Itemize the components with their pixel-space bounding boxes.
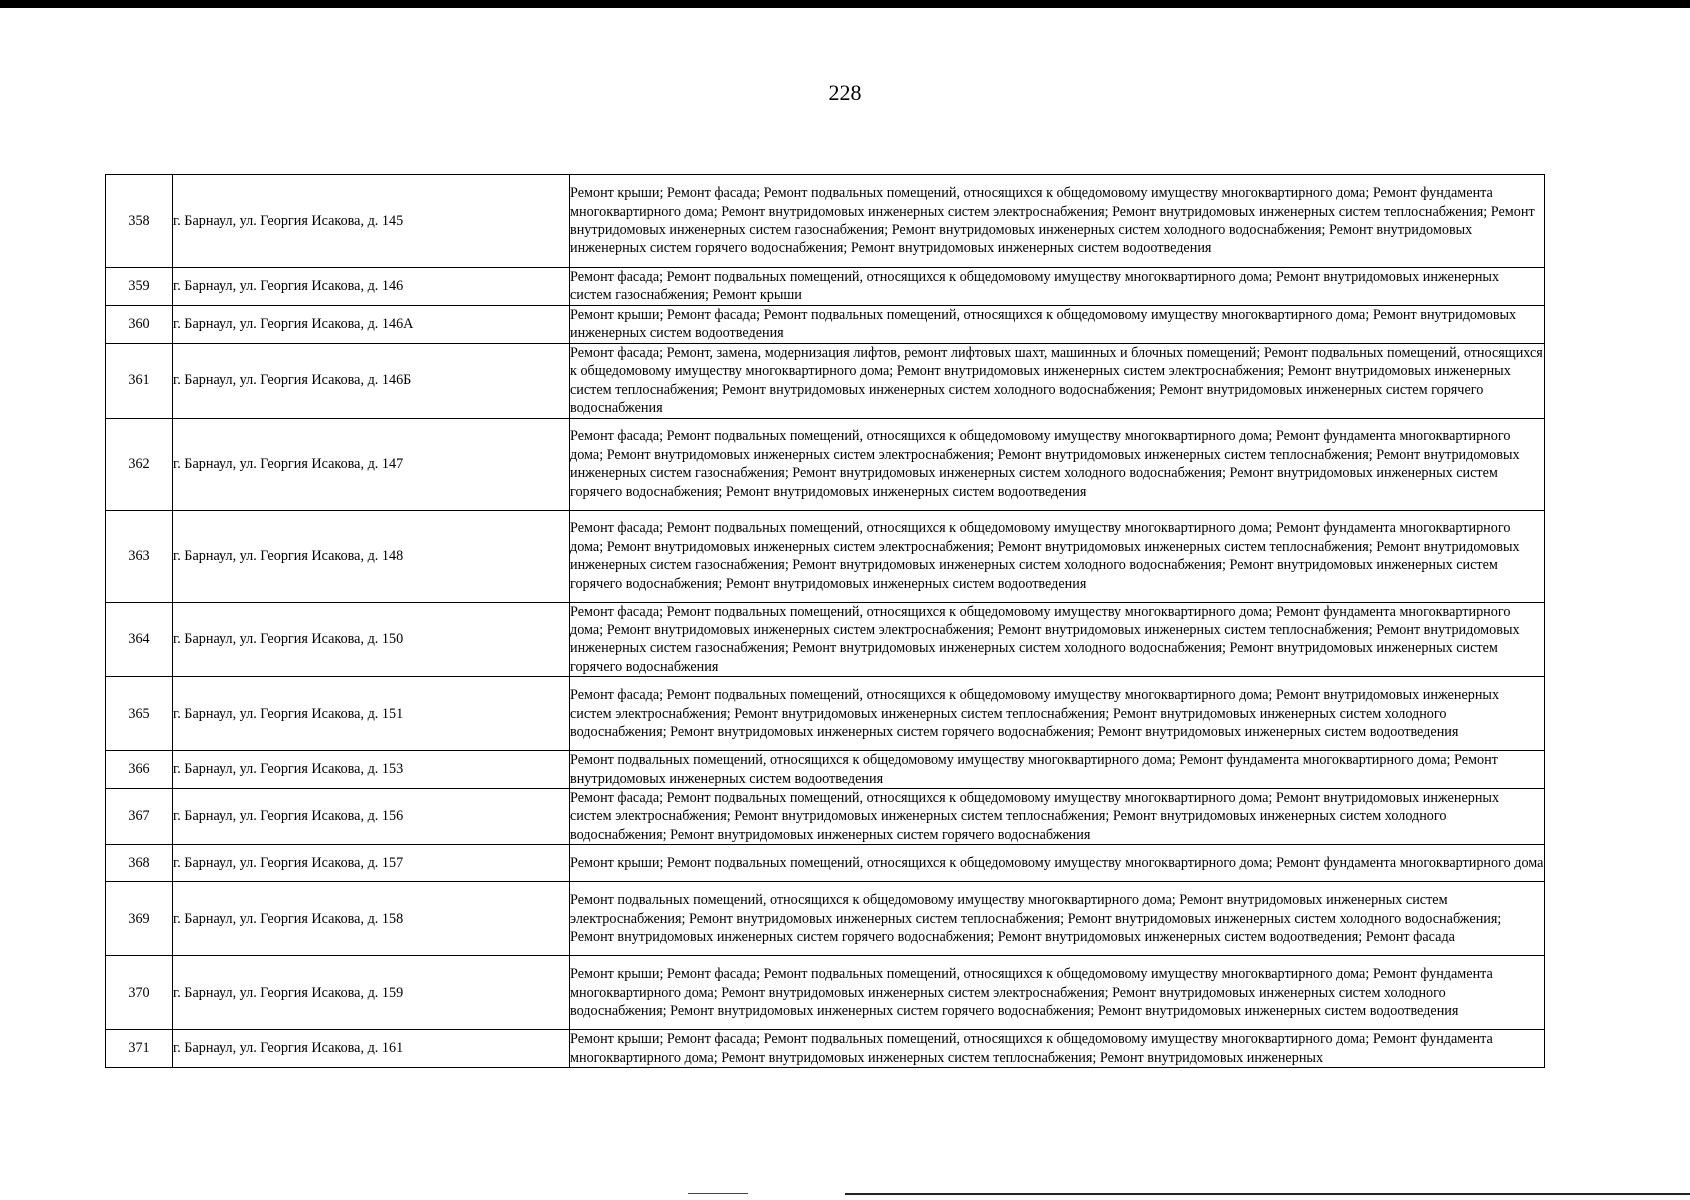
table-row — [106, 677, 1545, 751]
row-works: Ремонт фасада; Ремонт подвальных помещений, относящихся к общедомовому имуществу многоквартирного дома; Ремонт внутридомовых инженерных систем газоснабжения; Ремонт крыши — [570, 268, 1545, 306]
row-address: г. Барнаул, ул. Георгия Исакова, д. 145 — [173, 175, 570, 268]
row-works: Ремонт фасада; Ремонт подвальных помещений, относящихся к общедомовому имуществу многоквартирного дома; Ремонт фундамента многоквартирного дома; Ремонт внутридомовых инженерных систем электроснабжения; Ремонт внутридомовых инженерных систем теплоснабжения; Ремонт внутридомовых инженерных систем газоснабжения; Ремонт внутридомовых инженерных систем холодного водоснабжения; Ремонт внутридомовых инженерных систем горячего водоснабжения — [570, 602, 1545, 677]
row-address: г. Барнаул, ул. Георгия Исакова, д. 151 — [173, 677, 570, 751]
row-number: 364 — [106, 602, 173, 677]
row-works: Ремонт фасада; Ремонт подвальных помещений, относящихся к общедомовому имуществу многоквартирного дома; Ремонт фундамента многоквартирного дома; Ремонт внутридомовых инженерных систем электроснабжения; Ремонт внутридомовых инженерных систем теплоснабжения; Ремонт внутридомовых инженерных систем газоснабжения; Ремонт внутридомовых инженерных систем холодного водоснабжения; Ремонт внутридомовых инженерных систем горячего водоснабжения; Ремонт внутридомовых инженерных систем водоотведения — [570, 418, 1545, 510]
row-address: г. Барнаул, ул. Георгия Исакова, д. 146Б — [173, 343, 570, 418]
row-number: 358 — [106, 175, 173, 268]
table-row — [106, 510, 1545, 602]
row-number: 359 — [106, 268, 173, 306]
row-works: Ремонт крыши; Ремонт фасада; Ремонт подвальных помещений, относящихся к общедомовому имуществу многоквартирного дома; Ремонт внутридомовых инженерных систем водоотведения — [570, 305, 1545, 343]
row-address: г. Барнаул, ул. Георгия Исакова, д. 159 — [173, 956, 570, 1030]
table-row — [106, 602, 1545, 677]
page-top-border — [0, 0, 1690, 8]
row-works: Ремонт фасада; Ремонт подвальных помещений, относящихся к общедомовому имуществу многоквартирного дома; Ремонт внутридомовых инженерных систем электроснабжения; Ремонт внутридомовых инженерных систем теплоснабжения; Ремонт внутридомовых инженерных систем холодного водоснабжения; Ремонт внутридомовых инженерных систем горячего водоснабжения — [570, 789, 1545, 845]
table-row — [106, 751, 1545, 789]
table-row — [106, 1030, 1545, 1068]
row-works: Ремонт крыши; Ремонт фасада; Ремонт подвальных помещений, относящихся к общедомовому имуществу многоквартирного дома; Ремонт фундамента многоквартирного дома; Ремонт внутридомовых инженерных систем теплоснабжения; Ремонт внутридомовых инженерных — [570, 1030, 1545, 1068]
row-works: Ремонт крыши; Ремонт фасада; Ремонт подвальных помещений, относящихся к общедомовому имуществу многоквартирного дома; Ремонт фундамента многоквартирного дома; Ремонт внутридомовых инженерных систем электроснабжения; Ремонт внутридомовых инженерных систем теплоснабжения; Ремонт внутридомовых инженерных систем газоснабжения; Ремонт внутридомовых инженерных систем холодного водоснабжения; Ремонт внутридомовых инженерных систем горячего водоснабжения; Ремонт внутридомовых инженерных систем водоотведения — [570, 175, 1545, 268]
row-address: г. Барнаул, ул. Георгия Исакова, д. 146 — [173, 268, 570, 306]
row-number: 369 — [106, 882, 173, 956]
row-number: 366 — [106, 751, 173, 789]
row-works: Ремонт крыши; Ремонт подвальных помещений, относящихся к общедомовому имуществу многоквартирного дома; Ремонт фундамента многоквартирного дома — [570, 845, 1545, 882]
row-address: г. Барнаул, ул. Георгия Исакова, д. 148 — [173, 510, 570, 602]
row-works: Ремонт крыши; Ремонт фасада; Ремонт подвальных помещений, относящихся к общедомовому имуществу многоквартирного дома; Ремонт фундамента многоквартирного дома; Ремонт внутридомовых инженерных систем электроснабжения; Ремонт внутридомовых инженерных систем холодного водоснабжения; Ремонт внутридомовых инженерных систем горячего водоснабжения; Ремонт внутридомовых инженерных систем водоотведения — [570, 956, 1545, 1030]
repair-register-table — [105, 174, 1545, 1068]
row-address: г. Барнаул, ул. Георгия Исакова, д. 157 — [173, 845, 570, 882]
row-number: 362 — [106, 418, 173, 510]
row-works: Ремонт подвальных помещений, относящихся к общедомовому имуществу многоквартирного дома; Ремонт внутридомовых инженерных систем электроснабжения; Ремонт внутридомовых инженерных систем теплоснабжения; Ремонт внутридомовых инженерных систем холодного водоснабжения; Ремонт внутридомовых инженерных систем горячего водоснабжения; Ремонт внутридомовых инженерных систем водоотведения; Ремонт фасада — [570, 882, 1545, 956]
row-address: г. Барнаул, ул. Георгия Исакова, д. 146А — [173, 305, 570, 343]
row-number: 360 — [106, 305, 173, 343]
row-works: Ремонт подвальных помещений, относящихся к общедомовому имуществу многоквартирного дома; Ремонт фундамента многоквартирного дома; Ремонт внутридомовых инженерных систем водоотведения — [570, 751, 1545, 789]
table-row — [106, 956, 1545, 1030]
row-address: г. Барнаул, ул. Георгия Исакова, д. 158 — [173, 882, 570, 956]
row-number: 367 — [106, 789, 173, 845]
table-row — [106, 845, 1545, 882]
row-number: 361 — [106, 343, 173, 418]
table-row — [106, 305, 1545, 343]
row-address: г. Барнаул, ул. Георгия Исакова, д. 156 — [173, 789, 570, 845]
row-works: Ремонт фасада; Ремонт подвальных помещений, относящихся к общедомовому имуществу многоквартирного дома; Ремонт фундамента многоквартирного дома; Ремонт внутридомовых инженерных систем электроснабжения; Ремонт внутридомовых инженерных систем теплоснабжения; Ремонт внутридомовых инженерных систем газоснабжения; Ремонт внутридомовых инженерных систем холодного водоснабжения; Ремонт внутридомовых инженерных систем горячего водоснабжения; Ремонт внутридомовых инженерных систем водоотведения — [570, 510, 1545, 602]
row-number: 371 — [106, 1030, 173, 1068]
row-works: Ремонт фасада; Ремонт, замена, модернизация лифтов, ремонт лифтовых шахт, машинных и блочных помещений; Ремонт подвальных помещений, относящихся к общедомовому имуществу многоквартирного дома; Ремонт внутридомовых инженерных систем электроснабжения; Ремонт внутридомовых инженерных систем теплоснабжения; Ремонт внутридомовых инженерных систем холодного водоснабжения; Ремонт внутридомовых инженерных систем горячего водоснабжения — [570, 343, 1545, 418]
table-row — [106, 418, 1545, 510]
table-row — [106, 175, 1545, 268]
row-address: г. Барнаул, ул. Георгия Исакова, д. 150 — [173, 602, 570, 677]
scan-bottom-mark — [688, 1193, 748, 1194]
row-number: 365 — [106, 677, 173, 751]
row-address: г. Барнаул, ул. Георгия Исакова, д. 161 — [173, 1030, 570, 1068]
row-address: г. Барнаул, ул. Георгия Исакова, д. 153 — [173, 751, 570, 789]
table-row — [106, 789, 1545, 845]
table-row — [106, 268, 1545, 306]
row-number: 368 — [106, 845, 173, 882]
table-row — [106, 343, 1545, 418]
page-number: 228 — [828, 80, 862, 105]
row-number: 363 — [106, 510, 173, 602]
row-works: Ремонт фасада; Ремонт подвальных помещений, относящихся к общедомовому имуществу многоквартирного дома; Ремонт внутридомовых инженерных систем электроснабжения; Ремонт внутридомовых инженерных систем теплоснабжения; Ремонт внутридомовых инженерных систем холодного водоснабжения; Ремонт внутридомовых инженерных систем горячего водоснабжения; Ремонт внутридомовых инженерных систем водоотведения — [570, 677, 1545, 751]
row-address: г. Барнаул, ул. Георгия Исакова, д. 147 — [173, 418, 570, 510]
table-row — [106, 882, 1545, 956]
scan-bottom-edge — [845, 1193, 1690, 1195]
row-number: 370 — [106, 956, 173, 1030]
